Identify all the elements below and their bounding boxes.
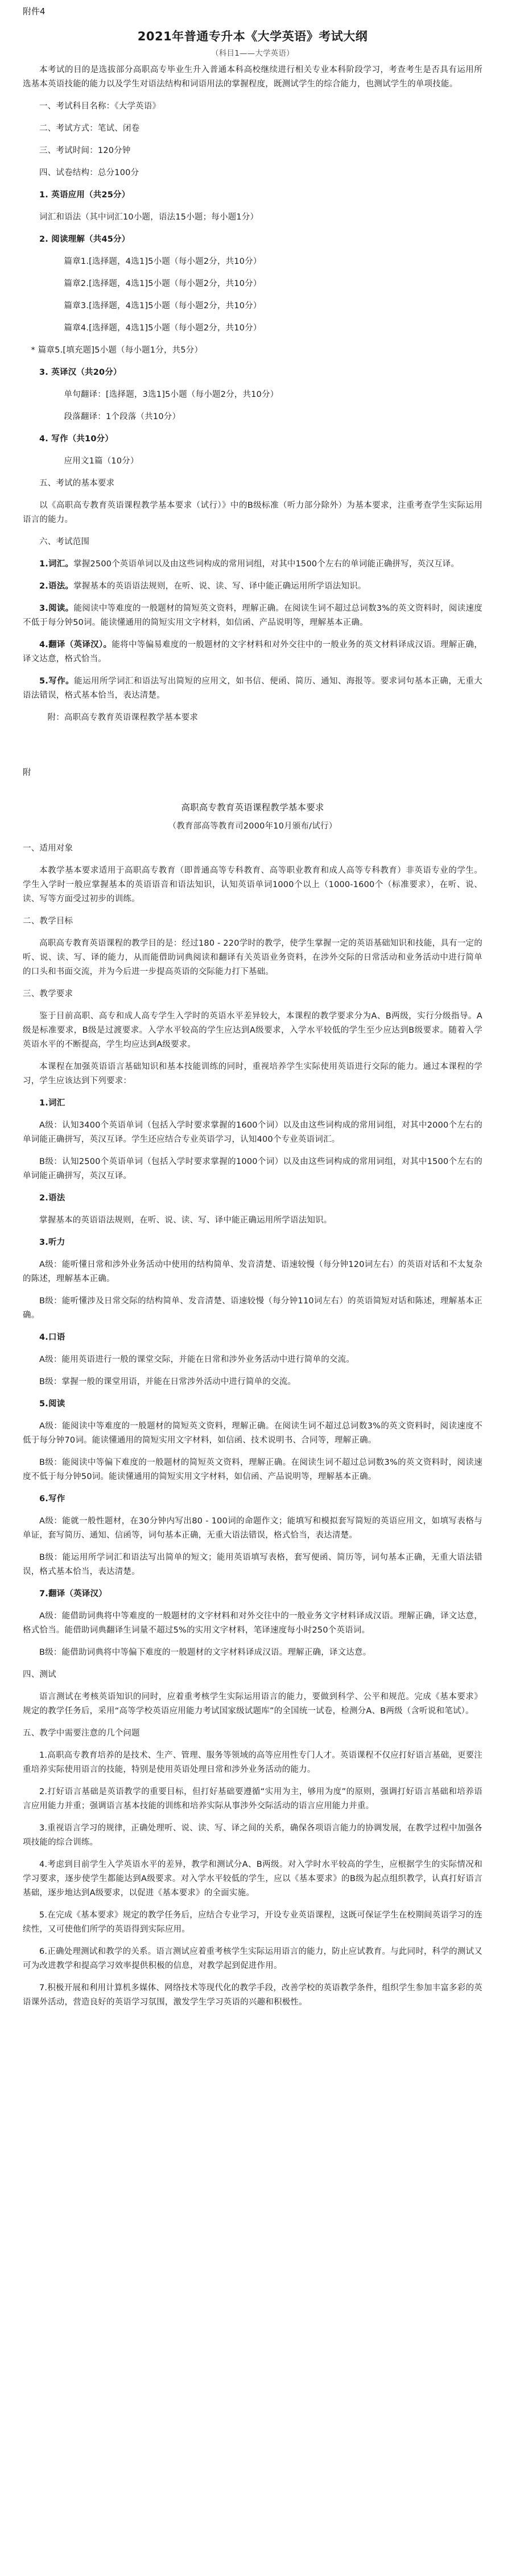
req-heading-listening: 3.听力 (39, 1238, 65, 1247)
scope-vocabulary-lead: 1.词汇。 (39, 560, 74, 569)
req-reading-a: A级：能阅读中等难度的一般题材的简短英文资料，理解正确。在阅读生词不超过总词数3%的英文资料时，阅读速度不低于每分钟70词。能读懂通用的简短实用文字材料，如信函、技术说明书、合同等，理解正确。 (23, 1422, 482, 1445)
scope-writing-text: 能运用所学词汇和语法写出简短的应用文，如书信、便函、简历、通知、海报等。要求词句基本正确，无重大语法错误，格式基本恰当，表达清楚。 (23, 677, 482, 700)
req-speaking-b: B级：掌握一般的课堂用语，并能在日常涉外活动中进行简单的交流。 (39, 1377, 296, 1386)
document-title: 2021年普通专升本《大学英语》考试大纲 (137, 30, 368, 43)
req-listening-b: B级：能听懂涉及日常交际的结构简单、发音清楚、语速较慢（每分钟110词左右）的英语简短对话和陈述，理解基本正确。 (23, 1297, 482, 1320)
part-english-usage: 1. 英语应用（共25分） (39, 190, 130, 200)
reading-passage-1: 篇章1.[选择题，4选1]5小题（每小题2分，共10分） (64, 257, 262, 266)
scope-translation-text: 能将中等偏易难度的一般题材的文字材料和对外交往中的一般业务的英文材料译成汉语。理解正确，译文达意，格式恰当。 (23, 640, 482, 664)
req-reading-b: B级：能阅读中等偏下难度的一般题材的简短英文资料，理解正确。在阅读生词不超过总词数3%的英文资料时，阅读速度不低于每分钟50词。能读懂通用的简短实用文字材料，如信函、产品说明等，理解基本正确。 (23, 1458, 482, 1481)
part-english-usage-detail: 词汇和语法（其中词汇10小题，语法15小题；每小题1分） (39, 213, 259, 222)
req-grammar-body: 掌握基本的英语语法规则，在听、说、读、写、译中能正确运用所学语法知识。 (39, 1216, 332, 1225)
scope-reading (23, 602, 482, 630)
req-translation-a: A级：能借助词典将中等难度的一般题材的文字材料和对外交往中的一般业务文字材料译成汉语。理解正确，译文达意，格式恰当。能借助词典翻译生词量不超过5%的实用文字材料，笔译速度每小时250个英语词。 (23, 1612, 482, 1635)
scope-reading-text: 能阅读中等难度的一般题材的简短英文资料，理解正确。在阅读生词不超过总词数3%的英文资料时，阅读速度不低于每分钟50词。能读懂通用的简短实用文字材料，如信函、产品说明等，理解基本正确。 (23, 604, 482, 627)
req-writing-a: A级：能就一般性题材，在30分钟内写出80 - 100词的命题作文；能填写和模拟套写简短的英语应用文，如填写表格与单证，套写简历、通知、信函等，词句基本正确，无重大语法错误，格式恰当，表达清楚。 (23, 1517, 482, 1540)
part-translation: 3. 英译汉（共20分） (39, 368, 122, 377)
scope-grammar (23, 579, 482, 594)
req-goals-body: 高职高专教育英语课程的教学目的是：经过180 - 220学时的教学，使学生掌握一定的英语基础知识和技能，具有一定的听、说、读、写、译的能力，从而能借助词典阅读和翻译有关英语业务资料，在涉外交际的日常活动和业务活动中进行简单的口头和书面交流，并为今后进一步提高英语的交际能力打下基础。 (23, 939, 482, 976)
req-requirements-body-2: 本课程在加强英语语言基础知识和基本技能训练的同时，重视培养学生实际使用英语进行交际的能力。通过本课程的学习，学生应该达到下列要求： (23, 1062, 482, 1086)
req-vocabulary-a: A级：认知3400个英语单词（包括入学时要求掌握的1600个词）以及由这些词构成的常用词组，对其中2000个左右的单词能正确拼写，英汉互译。学生还应结合专业英语学习，认知400个专业英语词汇。 (23, 1121, 482, 1144)
req-note-1: 1.高职高专教育培养的是技术、生产、管理、服务等领域的高等应用性专门人才。英语课程不仅应打好语言基础，更要注重培养实际使用语言的技能，特别是使用英语处理日常和涉外业务活动的能力。 (23, 1751, 482, 1774)
basic-requirements-body: 以《高职高专教育英语课程教学基本要求（试行）》中的B级标准（听力部分除外）为基本要求，注重考查学生实际运用语言的能力。 (23, 501, 482, 524)
scope-grammar-lead: 2.语法。 (39, 582, 74, 591)
requirements-subtitle: （教育部高等教育司2000年10月颁布/试行） (168, 822, 337, 831)
scope-grammar-text: 掌握基本的英语语法规则，在听、说、读、写、译中能正确运用所学语法知识。 (73, 582, 366, 591)
req-speaking-a: A级：能用英语进行一般的课堂交际，并能在日常和涉外业务活动中进行简单的交流。 (39, 1355, 355, 1364)
req-section-requirements: 三、教学要求 (23, 989, 73, 999)
req-note-4: 4.考虑到目前学生入学英语水平的差异，教学和测试分A、B两级。对入学时水平较高的学生，应根据学生的实际情况和学习要求，逐步使学生都能达到A级要求。对入学水平较低的学生，应以《基本要求》的B级为起点组织教学，认真打好语言基础，逐步地达到A级要求，以促进《基本要求》的全面实施。 (23, 1860, 482, 1898)
part-reading: 2. 阅读理解（共45分） (39, 235, 130, 244)
req-heading-vocabulary: 1.词汇 (39, 1099, 65, 1108)
req-section-testing: 四、测试 (23, 1670, 56, 1679)
scope-translation-lead: 4.翻译（英译汉）。 (39, 640, 112, 649)
req-note-3: 3.重视语言学习的规律，正确处理听、说、读、写、译之间的关系，确保各项语言能力的协调发展，在教学过程中加强各项技能的综合训练。 (23, 1824, 482, 1847)
translation-paragraph: 段落翻译：1个段落（共10分） (64, 412, 181, 421)
req-note-7: 7.积极开展和利用计算机多媒体、网络技术等现代化的教学手段，改善学校的英语教学条件，组织学生参加丰富多彩的英语课外活动，营造良好的英语学习氛围，激发学生学习英语的兴趣和积极性。 (23, 1983, 482, 2007)
req-target-body: 本教学基本要求适用于高职高专教育（即普通高等专科教育、高等职业教育和成人高等专科教育）非英语专业的学生。学生入学时一般应掌握基本的英语语音和语法知识，认知英语单词1000个以上（1000-1600个（标准要求），在听、说、读、写等方面受过初步的训练。 (23, 866, 482, 904)
req-heading-translation: 7.翻译（英译汉） (39, 1589, 107, 1598)
section-paper-structure: 四、试卷结构：总分100分 (39, 168, 139, 177)
document-subtitle: （科目1——大学英语） (211, 49, 294, 58)
translation-sentences: 单句翻译：[选择题，3选1]5小题（每小题2分，共10分） (64, 390, 279, 399)
scope-writing (23, 674, 482, 703)
section-subject-name: 一、考试科目名称：《大学英语》 (39, 102, 161, 111)
req-writing-b: B级：能运用所学词汇和语法写出简单的短文；能用英语填写表格，套写便函、简历等，词句基本正确，无重大语法错误，格式基本恰当，表达清楚。 (23, 1553, 482, 1576)
reading-passage-5: * 篇章5.[填充题]5小题（每小题1分，共5分） (31, 346, 203, 355)
req-vocabulary-b: B级：认知2500个英语单词（包括入学时要求掌握的1000个词）以及由这些词构成的常用词组，对其中1500个左右的单词能正确拼写，英汉互译。 (23, 1157, 482, 1181)
appendix-mark: 附 (23, 768, 31, 777)
scope-translation (23, 638, 482, 666)
req-heading-speaking: 4.口语 (39, 1333, 65, 1342)
req-heading-grammar: 2.语法 (39, 1194, 65, 1203)
section-exam-mode: 二、考试方式：笔试、闭卷 (39, 124, 140, 133)
req-note-5: 5.在完成《基本要求》规定的教学任务后，应结合专业学习，开设专业英语课程，这既可保证学生在校期间英语学习的连续性，又可使他们所学的英语得到实际应用。 (23, 1911, 482, 1934)
req-requirements-body-1: 鉴于目前高职、高专和成人高专学生入学时的英语水平差异较大，本课程的教学要求分为A、B两级，实行分级指导。A级是标准要求，B级是过渡要求。入学水平较高的学生应达到A级要求，入学水平较低的学生至少应达到B级要求。随着入学英语水平的不断提高，学生均应达到A级要求。 (23, 1012, 482, 1049)
writing-detail: 应用文1篇（10分） (64, 457, 139, 466)
req-section-target: 一、适用对象 (23, 844, 73, 853)
section-exam-scope: 六、考试范围 (39, 537, 90, 546)
scope-reading-lead: 3.阅读。 (39, 604, 74, 613)
part-writing: 4. 写作（共10分） (39, 434, 114, 444)
req-testing-body: 语言测试在考核英语知识的同时，应着重考核学生实际运用语言的能力，要做到科学、公平和规范。完成《基本要求》规定的教学任务后，采用“高等学校英语应用能力考试国家级试题库”的全国统一试卷，检测分A、B两级（含听说和笔试）。 (23, 1692, 482, 1716)
req-heading-writing: 6.写作 (39, 1494, 65, 1504)
reading-passage-3: 篇章3.[选择题，4选1]5小题（每小题2分，共10分） (64, 301, 262, 310)
requirements-title: 高职高专教育英语课程教学基本要求 (181, 802, 324, 813)
attachment-note: 附：高职高专教育英语课程教学基本要求 (47, 713, 199, 722)
req-translation-b: B级：能借助词典将中等偏下难度的一般题材的文字材料译成汉语。理解正确，译文达意。 (39, 1648, 371, 1657)
reading-passage-4: 篇章4.[选择题，4选1]5小题（每小题2分，共10分） (64, 324, 262, 333)
reading-passage-2: 篇章2.[选择题，4选1]5小题（每小题2分，共10分） (64, 279, 262, 288)
req-note-6: 6.正确处理测试和教学的关系。语言测试应着重考核学生实际运用语言的能力，防止应试教育。与此同时，科学的测试又可为改进教学和提高学习效率提供积极的信息，对教学起到促进作用。 (23, 1947, 482, 1970)
section-exam-time: 三、考试时间：120分钟 (39, 146, 131, 155)
section-basic-requirements: 五、考试的基本要求 (39, 479, 115, 488)
req-section-notes: 五、教学中需要注意的几个问题 (23, 1729, 140, 1738)
scope-vocabulary (23, 557, 482, 571)
scope-vocabulary-text: 掌握2500个英语单词以及由这些词构成的常用词组，对其中1500个左右的单词能正确拼写，英汉互译。 (73, 560, 460, 569)
req-note-2: 2.打好语言基础是英语教学的重要目标，但打好基础要遵循“实用为主，够用为度”的原则，强调打好语言基础和培养语言应用能力并重；强调语言基本技能的训练和培养实际从事涉外交际活动的语言应用能力并重。 (23, 1787, 482, 1811)
scope-writing-lead: 5.写作。 (39, 677, 75, 686)
intro-paragraph: 本考试的目的是选拔部分高职高专毕业生升入普通本科高校继续进行相关专业本科阶段学习，考查考生是否具有运用所选基本英语技能的能力以及学生对语法结构和词语用法的掌握程度，既测试学生的综合能力，也测试学生的单项技能。 (23, 65, 482, 89)
req-heading-reading: 5.阅读 (39, 1399, 65, 1409)
req-section-goals: 二、教学目标 (23, 917, 73, 926)
annex-label: 附件4 (23, 6, 46, 16)
req-listening-a: A级：能听懂日常和涉外业务活动中使用的结构简单、发音清楚、语速较慢（每分钟120词左右）的英语对话和不太复杂的陈述，理解基本正确。 (23, 1260, 482, 1283)
